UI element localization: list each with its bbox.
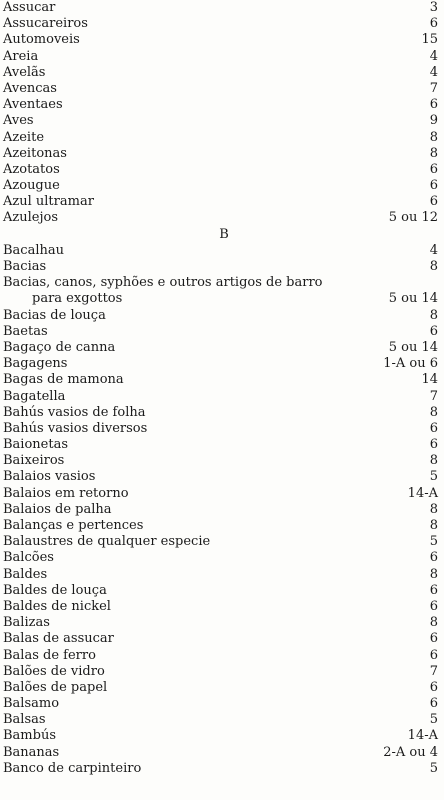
index-entry — [0, 648, 444, 664]
entry-value: 6 — [429, 647, 438, 663]
index-entry — [0, 32, 444, 48]
entry-value: 6 — [429, 550, 438, 566]
entry-term: Balaios em retorno — [3, 485, 129, 501]
entry-value: 7 — [429, 80, 438, 96]
index-entry — [0, 97, 444, 113]
entry-value: 6 — [429, 696, 438, 712]
entry-term: Aventaes — [3, 97, 63, 113]
index-entry — [0, 0, 444, 16]
entry-term: Bacias de louça — [3, 307, 106, 323]
index-entry — [0, 178, 444, 194]
entry-value: 6 — [429, 178, 438, 194]
entry-term: Balões de papel — [3, 679, 108, 695]
entry-value: 8 — [429, 307, 438, 323]
index-entry — [0, 405, 444, 421]
entry-term: Baionetas — [3, 437, 68, 453]
index-entry — [0, 421, 444, 437]
index-entry — [0, 130, 444, 146]
entry-term: Bambús — [3, 728, 56, 744]
index-entry — [0, 567, 444, 583]
index-entry — [0, 437, 444, 453]
entry-term: Baldes de nickel — [3, 598, 111, 614]
entry-value: 8 — [429, 566, 438, 582]
index-entry — [0, 259, 444, 275]
entry-value: 6 — [429, 598, 438, 614]
entry-term: Baetas — [3, 323, 48, 339]
entry-value: 4 — [429, 64, 438, 80]
index-entry — [0, 486, 444, 502]
entry-term: Bagaço de canna — [3, 339, 116, 355]
entry-value: 4 — [429, 242, 438, 258]
entry-value: 8 — [429, 259, 438, 274]
entry-term: para exgottos — [32, 291, 123, 307]
entry-value: 6 — [429, 323, 438, 339]
index-entry — [0, 162, 444, 178]
entry-term: Automoveis — [3, 32, 80, 48]
entry-term: Azeite — [3, 129, 45, 145]
index-entry — [0, 65, 444, 81]
index-entry — [0, 680, 444, 696]
entry-term: Bananas — [3, 744, 60, 760]
index-entry — [0, 761, 444, 777]
entry-value: 8 — [429, 501, 438, 517]
index-entry — [0, 664, 444, 680]
entry-value: 6 — [429, 16, 438, 32]
entry-term: Avencas — [3, 80, 57, 96]
index-section-b — [0, 243, 444, 777]
index-entry — [0, 308, 444, 324]
entry-value: 5 — [429, 469, 438, 485]
entry-term: Balaios vasios — [3, 469, 96, 485]
entry-term: Azul ultramar — [3, 194, 94, 210]
entry-value: 5 ou 14 — [388, 339, 438, 355]
entry-term: Balões de vidro — [3, 663, 105, 679]
entry-term: Balanças e pertences — [3, 518, 144, 533]
entry-value: 15 — [421, 32, 438, 48]
entry-term: Bagatella — [3, 388, 66, 404]
index-entry — [0, 210, 444, 226]
entry-term: Aves — [3, 113, 34, 129]
entry-term: Balas de ferro — [3, 647, 96, 663]
index-entry — [0, 502, 444, 518]
index-entry — [0, 469, 444, 485]
entry-term: Bahús vasios de folha — [3, 404, 146, 420]
entry-value: 9 — [429, 113, 438, 129]
entry-term: Assucareiros — [3, 16, 88, 32]
index-entry — [0, 194, 444, 210]
entry-term: Baixeiros — [3, 453, 65, 469]
entry-term: Assucar — [3, 0, 56, 15]
index-entry — [0, 615, 444, 631]
entry-term: Azougue — [3, 178, 60, 194]
entry-term: Balaios de palha — [3, 501, 112, 517]
entry-term: Balas de assucar — [3, 631, 114, 647]
entry-term: Azotatos — [3, 161, 60, 177]
index-entry — [0, 583, 444, 599]
entry-term: Banco de carpinteiro — [3, 760, 142, 776]
index-entry — [0, 291, 444, 307]
entry-value: 6 — [429, 161, 438, 177]
entry-term: Avelãs — [3, 64, 46, 80]
entry-term: Balizas — [3, 615, 50, 631]
index-entry — [0, 113, 444, 129]
entry-value: 6 — [429, 437, 438, 453]
entry-value: 14 — [421, 372, 438, 388]
entry-value: 2-A ou 4 — [383, 744, 438, 760]
index-entry — [0, 146, 444, 162]
entry-value: 6 — [429, 194, 438, 210]
index-entry — [0, 712, 444, 728]
index-entry — [0, 745, 444, 761]
entry-term: Bacias — [3, 259, 47, 274]
entry-term: Balcões — [3, 550, 54, 566]
index-entry — [0, 49, 444, 65]
entry-value: 5 — [429, 534, 438, 550]
entry-value: 8 — [429, 615, 438, 631]
entry-value: 3 — [429, 0, 438, 15]
entry-term: Bacalhau — [3, 242, 64, 258]
entry-value: 7 — [429, 388, 438, 404]
index-entry — [0, 696, 444, 712]
index-entry — [0, 534, 444, 550]
entry-value: 5 ou 12 — [388, 210, 438, 226]
entry-term: Balsas — [3, 712, 46, 728]
index-entry — [0, 389, 444, 405]
entry-term: Baldes — [3, 566, 48, 582]
index-entry — [0, 340, 444, 356]
index-entry — [0, 453, 444, 469]
entry-value: 8 — [429, 129, 438, 145]
index-entry — [0, 550, 444, 566]
entry-value: 4 — [429, 48, 438, 64]
entry-term: Azulejos — [3, 210, 58, 226]
index-entry — [0, 372, 444, 388]
index-section-a — [0, 0, 444, 227]
entry-term: Bahús vasios diversos — [3, 420, 148, 436]
entry-value: 14-A — [407, 485, 438, 501]
index-entry — [0, 16, 444, 32]
index-entry — [0, 275, 444, 291]
entry-value: 6 — [429, 631, 438, 647]
entry-value: 5 — [429, 760, 438, 776]
index-entry — [0, 599, 444, 615]
entry-term: Bagagens — [3, 356, 68, 372]
index-entry — [0, 81, 444, 97]
entry-value: 8 — [429, 453, 438, 469]
index-entry — [0, 518, 444, 534]
index-entry — [0, 324, 444, 340]
entry-value: 14-A — [407, 728, 438, 744]
index-entry — [0, 356, 444, 372]
entry-value: 6 — [429, 97, 438, 113]
entry-value: 8 — [429, 404, 438, 420]
index-entry — [0, 728, 444, 744]
entry-term: Bacias, canos, syphões e outros artigos de barro — [3, 275, 323, 291]
entry-value: 7 — [429, 663, 438, 679]
entry-value: 6 — [429, 420, 438, 436]
entry-value: 6 — [429, 679, 438, 695]
entry-value: 1-A ou 6 — [383, 356, 438, 372]
entry-value: 8 — [429, 145, 438, 161]
entry-term: Areia — [3, 48, 39, 64]
entry-term: Bagas de mamona — [3, 372, 124, 388]
entry-term: Balaustres de qualquer especie — [3, 534, 211, 550]
index-entry — [0, 631, 444, 647]
section-heading-b: B — [219, 226, 229, 242]
entry-term: Balsamo — [3, 696, 60, 712]
index-entry — [0, 243, 444, 259]
entry-value: 5 ou 14 — [388, 291, 438, 307]
entry-value: 6 — [429, 582, 438, 598]
entry-value: 5 — [429, 712, 438, 728]
entry-term: Azeitonas — [3, 145, 67, 161]
entry-value: 8 — [429, 518, 438, 533]
entry-term: Baldes de louça — [3, 582, 107, 598]
